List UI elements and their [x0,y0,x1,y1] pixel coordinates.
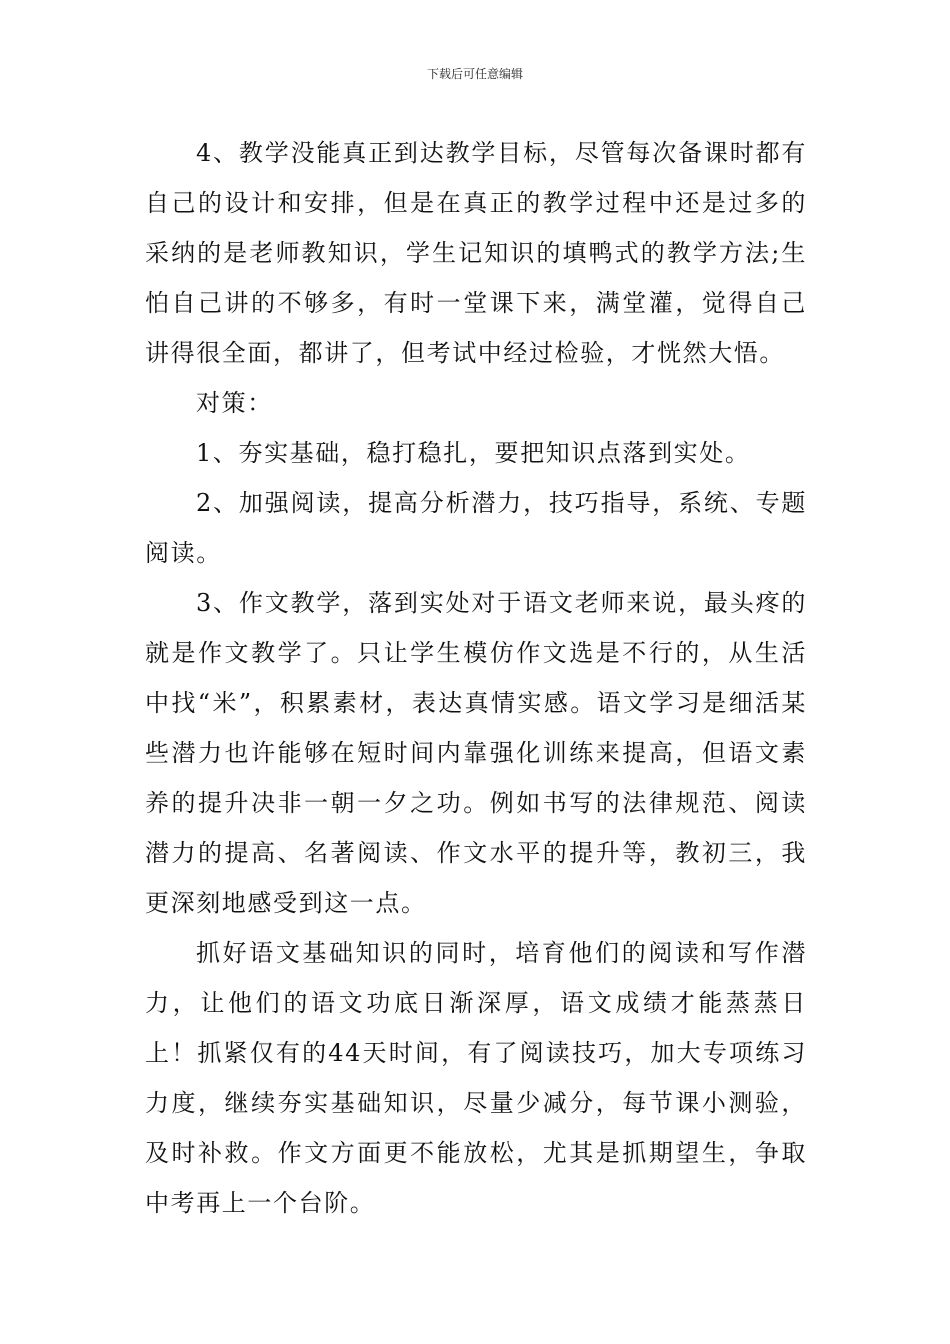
paragraph-measure-3: 3、作文教学，落到实处对于语文老师来说，最头疼的就是作文教学了。只让学生模仿作文选是不行的，从生活中找“米”，积累素材，表达真情实感。语文学习是细活某些潜力也许能够在短时间内靠强化训练来提高，但语文素养的提升决非一朝一夕之功。例如书写的法律规范、阅读潜力的提高、名著阅读、作文水平的提升等，教初三，我更深刻地感受到这一点。 [145,589,807,917]
page-header: 下载后可任意编辑 [426,67,523,81]
paragraph-measure-2: 2、加强阅读，提高分析潜力，技巧指导，系统、专题阅读。 [145,489,807,567]
document-body [145,128,807,1228]
paragraph-teaching-problem: 4、教学没能真正到达教学目标，尽管每次备课时都有自己的设计和安排，但是在真正的教学过程中还是过多的采纳的是老师教知识，学生记知识的填鸭式的教学方法;生怕自己讲的不够多，有时一堂课下来，满堂灌，觉得自己讲得很全面，都讲了，但考试中经过检验，才恍然大悟。 [145,139,807,367]
paragraph-countermeasures-heading: 对策： [196,389,273,417]
paragraph-conclusion: 抓好语文基础知识的同时，培育他们的阅读和写作潜力，让他们的语文功底日渐深厚，语文成绩才能蒸蒸日上！抓紧仅有的44天时间，有了阅读技巧，加大专项练习力度，继续夯实基础知识，尽量少减分，每节课小测验，及时补救。作文方面更不能放松，尤其是抓期望生，争取中考再上一个台阶。 [145,939,807,1217]
paragraph-measure-1: 1、夯实基础，稳打稳扎，要把知识点落到实处。 [196,439,751,467]
